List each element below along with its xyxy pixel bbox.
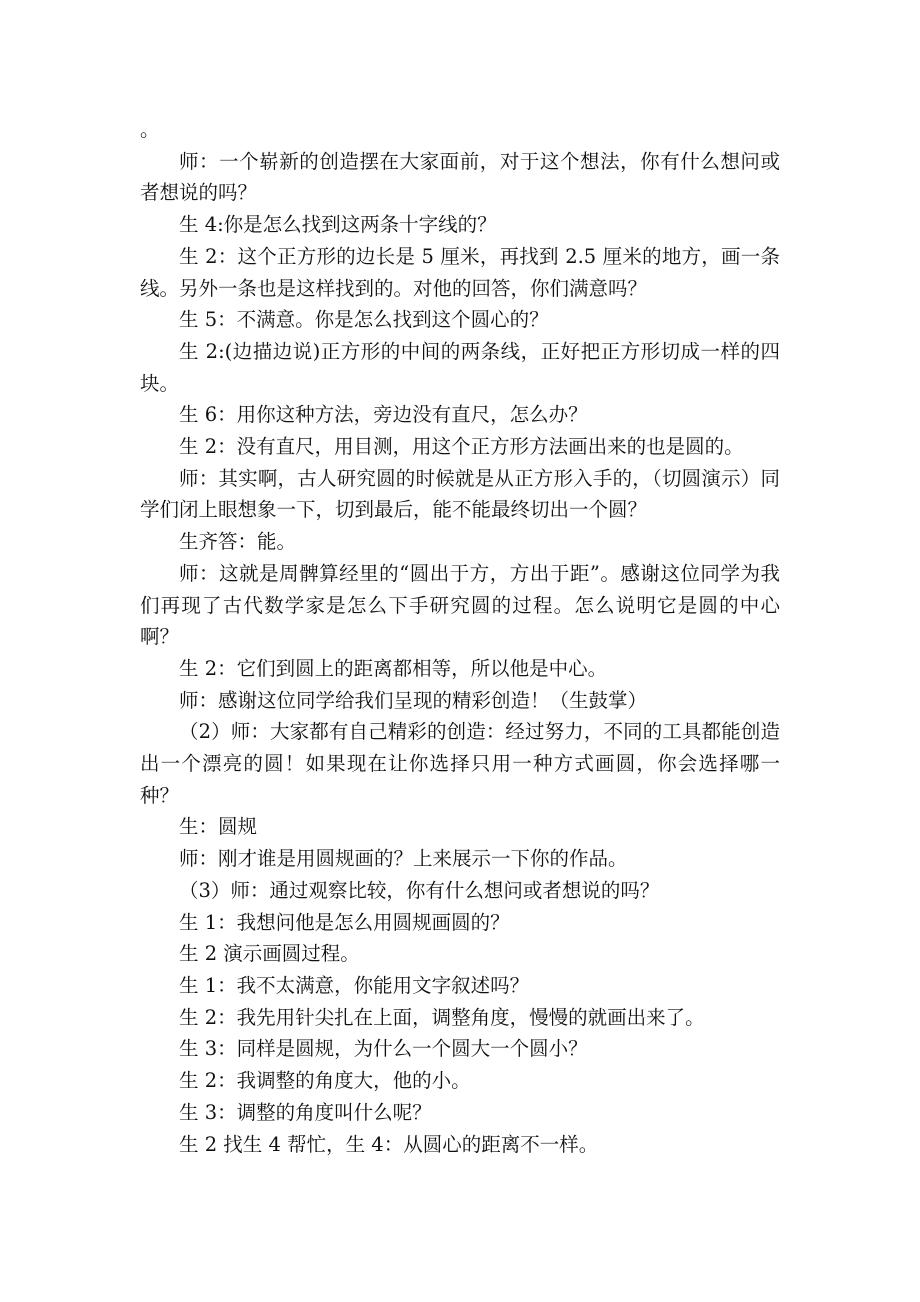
- paragraph: 生 1：我不太满意，你能用文字叙述吗？: [179, 973, 530, 997]
- document-body: [140, 114, 780, 1160]
- paragraph: 生 2：它们到圆上的距离都相等，所以他是中心。: [179, 656, 608, 680]
- paragraph: 师：其实啊，古人研究圆的时候就是从正方形入手的，（切圆演示）同学们闭上眼想象一下，切到最后，能不能最终切出一个圆？: [140, 466, 780, 522]
- paragraph: 生 1：我想问他是怎么用圆规画圆的？: [179, 910, 510, 934]
- paragraph: 生 2：没有直尺，用目测，用这个正方形方法画出来的也是圆的。: [179, 435, 744, 459]
- paragraph: （2）师：大家都有自己精彩的创造：经过努力，不同的工具都能创造出一个漂亮的圆！如果现在让你选择只用一种方式画圆，你会选择哪一种？: [140, 720, 780, 807]
- paragraph: 。: [140, 118, 160, 141]
- paragraph: 生 4:你是怎么找到这两条十字线的？: [179, 213, 497, 237]
- paragraph: 师：刚才谁是用圆规画的？上来展示一下你的作品。: [179, 847, 628, 871]
- paragraph: （3）师：通过观察比较，你有什么想问或者想说的吗？: [179, 878, 660, 902]
- paragraph: 生 2：这个正方形的边长是 5 厘米，再找到 2.5 厘米的地方，画一条线。另外一条也是这样找到的。对他的回答，你们满意吗？: [140, 244, 780, 300]
- paragraph: 师：感谢这位同学给我们呈现的精彩创造！（生鼓掌）: [179, 688, 648, 712]
- paragraph: 生 6：用你这种方法，旁边没有直尺，怎么办？: [179, 403, 588, 427]
- paragraph: 生 2：我调整的角度大，他的小。: [179, 1069, 471, 1093]
- paragraph: 生 2：我先用针尖扎在上面，调整角度，慢慢的就画出来了。: [179, 1005, 705, 1029]
- paragraph: 生 3：调整的角度叫什么呢？: [179, 1100, 432, 1124]
- paragraph: 生 2 找生 4 帮忙，生 4：从圆心的距离不一样。: [179, 1132, 599, 1156]
- paragraph: 师：一个崭新的创造摆在大家面前，对于这个想法，你有什么想问或者想说的吗？: [140, 149, 780, 205]
- paragraph: 师：这就是周髀算经里的“圆出于方，方出于距”。感谢这位同学为我们再现了古代数学家是怎么下手研究圆的过程。怎么说明它是圆的中心啊？: [140, 561, 780, 649]
- paragraph: 生 3：同样是圆规，为什么一个圆大一个圆小？: [179, 1037, 588, 1061]
- paragraph: 生 2:(边描边说)正方形的中间的两条线，正好把正方形切成一样的四块。: [140, 339, 780, 395]
- paragraph: 生 5：不满意。你是怎么找到这个圆心的？: [179, 308, 549, 332]
- paragraph: 生：圆规: [179, 815, 258, 839]
- paragraph: 生齐答：能。: [179, 530, 297, 554]
- paragraph: 生 2 演示画圆过程。: [179, 942, 360, 966]
